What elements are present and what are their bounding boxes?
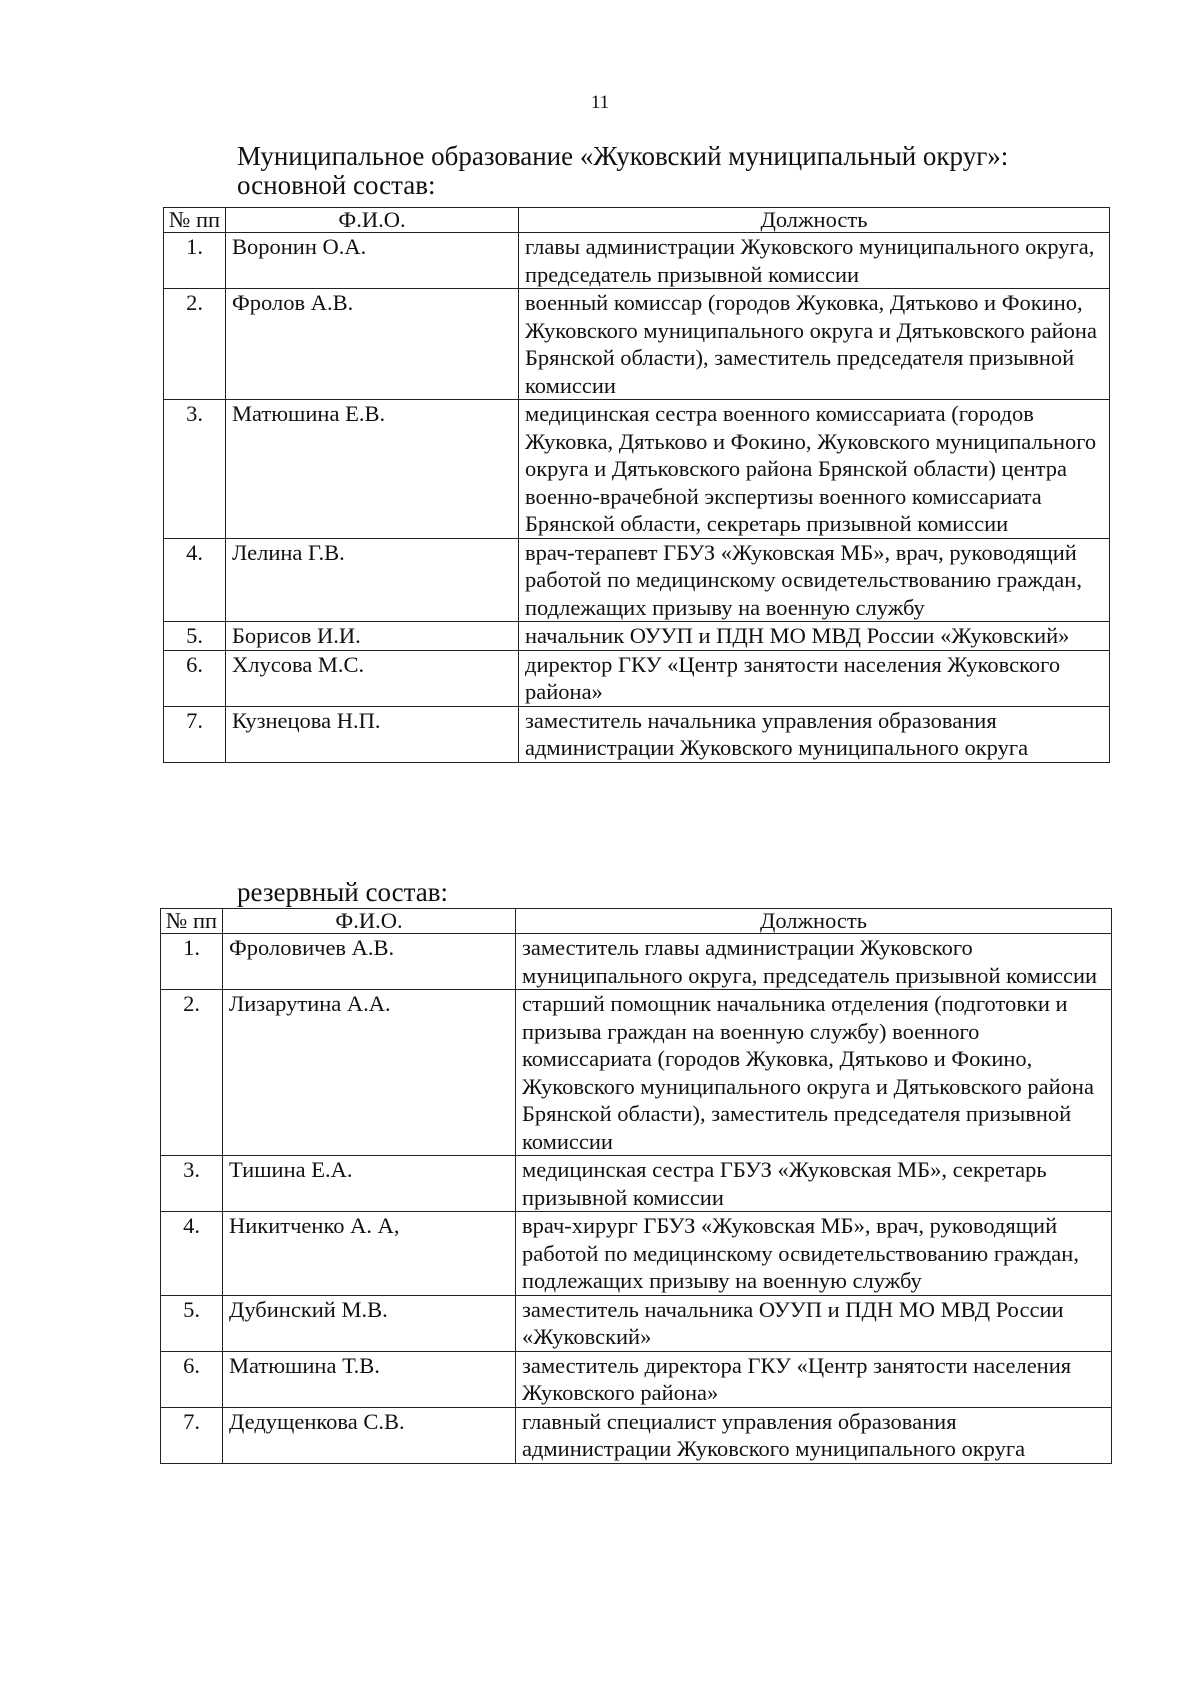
column-header-name: Ф.И.О. [226, 208, 519, 233]
table-row [164, 400, 1110, 539]
table-row [164, 538, 1110, 622]
row-number: 1. [164, 233, 226, 289]
table-row [161, 990, 1112, 1156]
person-name: Кузнецова Н.П. [226, 706, 519, 762]
table-row [161, 1212, 1112, 1296]
page-number: 11 [590, 92, 610, 113]
column-header-number: № пп [161, 909, 223, 934]
person-name: Лелина Г.В. [226, 538, 519, 622]
column-header-position: Должность [516, 909, 1112, 934]
row-number: 7. [161, 1407, 223, 1463]
person-name: Лизарутина А.А. [223, 990, 516, 1156]
main-composition-heading: основной состав: [237, 170, 436, 200]
person-position: врач-хирург ГБУЗ «Жуковская МБ», врач, руководящий работой по медицинскому освидетельствованию граждан, подлежащих призыву на военную службу [516, 1212, 1112, 1296]
reserve-composition-table [160, 908, 1112, 1464]
person-name: Хлусова М.С. [226, 650, 519, 706]
person-name: Воронин О.А. [226, 233, 519, 289]
column-header-number: № пп [164, 208, 226, 233]
table-row [164, 289, 1110, 400]
column-header-position: Должность [519, 208, 1110, 233]
person-name: Дубинский М.В. [223, 1295, 516, 1351]
table-header-row [161, 909, 1112, 934]
row-number: 2. [164, 289, 226, 400]
person-name: Дедущенкова С.В. [223, 1407, 516, 1463]
row-number: 6. [161, 1351, 223, 1407]
person-position: заместитель директора ГКУ «Центр занятости населения Жуковского района» [516, 1351, 1112, 1407]
row-number: 5. [164, 622, 226, 651]
person-name: Тишина Е.А. [223, 1156, 516, 1212]
row-number: 3. [161, 1156, 223, 1212]
row-number: 4. [161, 1212, 223, 1296]
row-number: 2. [161, 990, 223, 1156]
table-row [164, 650, 1110, 706]
table-row [164, 706, 1110, 762]
person-name: Фролов А.В. [226, 289, 519, 400]
reserve-composition-heading: резервный состав: [237, 877, 449, 907]
person-position: заместитель начальника управления образования администрации Жуковского муниципального округа [519, 706, 1110, 762]
column-header-name: Ф.И.О. [223, 909, 516, 934]
table-row [161, 1156, 1112, 1212]
row-number: 3. [164, 400, 226, 539]
person-position: медицинская сестра военного комиссариата (городов Жуковка, Дятьково и Фокино, Жуковского муниципального округа и Дятьковского района Брянской области) центра военно-врачебной экспертизы военного комиссариата Брянской области, секретарь призывной комиссии [519, 400, 1110, 539]
person-name: Никитченко А. А, [223, 1212, 516, 1296]
person-name: Фроловичев А.В. [223, 934, 516, 990]
person-name: Матюшина Т.В. [223, 1351, 516, 1407]
row-number: 1. [161, 934, 223, 990]
row-number: 7. [164, 706, 226, 762]
person-position: старший помощник начальника отделения (подготовки и призыва граждан на военную службу) военного комиссариата (городов Жуковка, Дятьково и Фокино, Жуковского муниципального округа и Дятьковского района Брянской области), заместитель председателя призывной комиссии [516, 990, 1112, 1156]
table-row [161, 1351, 1112, 1407]
person-position: директор ГКУ «Центр занятости населения Жуковского района» [519, 650, 1110, 706]
person-position: главный специалист управления образования администрации Жуковского муниципального округа [516, 1407, 1112, 1463]
person-position: начальник ОУУП и ПДН МО МВД России «Жуковский» [519, 622, 1110, 651]
table-row [164, 233, 1110, 289]
person-position: заместитель начальника ОУУП и ПДН МО МВД России «Жуковский» [516, 1295, 1112, 1351]
row-number: 5. [161, 1295, 223, 1351]
person-position: военный комиссар (городов Жуковка, Дятьково и Фокино, Жуковского муниципального округа и Дятьковского района Брянской области), заместитель председателя призывной комиссии [519, 289, 1110, 400]
document-title: Муниципальное образование «Жуковский муниципальный округ»: [237, 141, 1009, 171]
table-row [161, 934, 1112, 990]
row-number: 6. [164, 650, 226, 706]
person-position: главы администрации Жуковского муниципального округа, председатель призывной комиссии [519, 233, 1110, 289]
table-row [164, 622, 1110, 651]
person-position: врач-терапевт ГБУЗ «Жуковская МБ», врач, руководящий работой по медицинскому освидетельствованию граждан, подлежащих призыву на военную службу [519, 538, 1110, 622]
row-number: 4. [164, 538, 226, 622]
person-position: заместитель главы администрации Жуковского муниципального округа, председатель призывной комиссии [516, 934, 1112, 990]
table-header-row [164, 208, 1110, 233]
person-name: Матюшина Е.В. [226, 400, 519, 539]
main-composition-table [163, 207, 1110, 763]
person-name: Борисов И.И. [226, 622, 519, 651]
table-row [161, 1407, 1112, 1463]
person-position: медицинская сестра ГБУЗ «Жуковская МБ», секретарь призывной комиссии [516, 1156, 1112, 1212]
table-row [161, 1295, 1112, 1351]
